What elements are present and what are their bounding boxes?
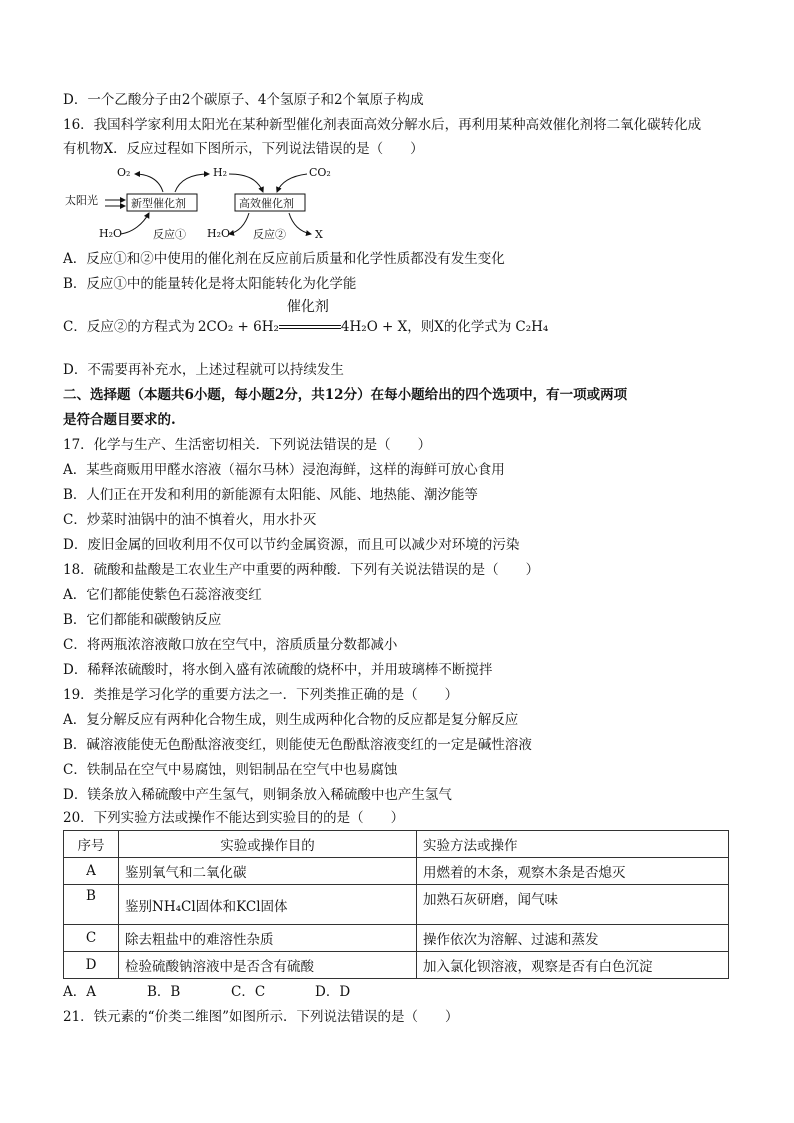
sunlight-label: 太阳光 <box>65 194 98 207</box>
q20-option-d: D．D <box>315 984 351 1000</box>
equation-arrow <box>279 299 341 336</box>
h2o-left-label: H₂O <box>99 227 123 240</box>
q16-stem-line2: 有机物X．反应过程如下图所示，下列说法错误的是（ ） <box>63 141 424 157</box>
kcl-formula: KCl <box>236 898 261 915</box>
q18-option-b: B．它们都能和碳酸钠反应 <box>63 612 222 628</box>
q19-option-a: A．复分解反应有两种化合物生成，则生成两种化合物的反应都是复分解反应 <box>63 712 519 728</box>
q20-table <box>63 830 729 979</box>
q18-option-c: C．将两瓶浓溶液敞口放在空气中，溶质质量分数都减小 <box>63 637 398 653</box>
row-method: 用燃着的木条，观察木条是否熄灭 <box>417 858 729 885</box>
q17-option-c: C．炒菜时油锅中的油不慎着火，用水扑灭 <box>63 512 317 528</box>
q19-option-c: C．铁制品在空气中易腐蚀，则铝制品在空气中也易腐蚀 <box>63 762 398 778</box>
h2-label: H₂ <box>213 166 228 179</box>
q19-option-b: B．碱溶液能使无色酚酞溶液变红，则能使无色酚酞溶液变红的一定是碱性溶液 <box>63 737 532 753</box>
reaction2-label: 反应② <box>253 228 286 241</box>
row-id: A <box>64 858 119 885</box>
equation-rhs: 4H₂O + X <box>340 319 408 335</box>
h2-out-arrow <box>175 174 209 192</box>
q16-option-a: A．反应①和②中使用的催化剂在反应前后质量和化学性质都没有发生变化 <box>63 251 505 267</box>
h2-in-arrow <box>229 174 263 192</box>
row-id: B <box>64 885 119 925</box>
table-header-row <box>64 831 729 858</box>
equation-lhs: 2CO₂ + 6H₂ <box>197 319 279 335</box>
q17-option-b: B．人们正在开发和利用的新能源有太阳能、风能、地热能、潮汐能等 <box>63 487 478 503</box>
catalyst2-label: 高效催化剂 <box>239 197 294 210</box>
q20-option-a: A．A <box>63 984 96 1000</box>
co2-label: CO₂ <box>309 166 331 179</box>
co2-arrow <box>277 174 307 192</box>
section2-heading-line1: 二、选择题（本题共6小题，每小题2分，共12分）在每小题给出的四个选项中，有一项或两项 <box>63 387 628 403</box>
row-method: 加熟石灰研磨，闻气味 <box>417 885 729 925</box>
reaction-diagram <box>63 164 353 244</box>
x-arrow <box>289 213 311 234</box>
q20-options <box>63 983 350 1001</box>
row-goal: 检验硫酸钠溶液中是否含有硫酸 <box>119 952 417 979</box>
catalyst-condition: 催化剂 <box>286 299 329 315</box>
q20-stem: 20．下列实验方法或操作不能达到实验目的的是（ ） <box>63 810 405 826</box>
nh4cl-formula: NH₄Cl <box>152 898 196 915</box>
h2o-in-arrow <box>121 213 149 234</box>
q18-option-a: A．它们都能使紫色石蕊溶液变红 <box>63 587 262 603</box>
section2-heading-line2: 是符合题目要求的. <box>63 412 176 428</box>
q20-option-c: C．C <box>231 984 266 1000</box>
q18-option-d: D．稀释浓硫酸时，将水倒入盛有浓硫酸的烧杯中，并用玻璃棒不断搅拌 <box>63 662 493 678</box>
q21-stem: 21．铁元素的“价类二维图”如图所示．下列说法错误的是（ ） <box>63 1009 459 1025</box>
row-goal: 除去粗盐中的难溶性杂质 <box>119 925 417 952</box>
q16-option-c-prefix: C．反应②的方程式为 <box>63 319 195 335</box>
q15-option-d: D．一个乙酸分子由2个碳原子、4个氢原子和2个氧原子构成 <box>63 92 424 108</box>
header-id: 序号 <box>64 831 119 858</box>
row-goal: 鉴别NH₄Cl固体和KCl固体 <box>119 885 417 925</box>
table-row <box>64 952 729 979</box>
o2-label: O₂ <box>117 166 131 179</box>
x-formula: C₂H₄ <box>515 319 549 335</box>
q18-stem: 18．硫酸和盐酸是工农业生产中重要的两种酸．下列有关说法错误的是（ ） <box>63 562 540 578</box>
q20-option-b: B．B <box>147 984 181 1000</box>
row-id: C <box>64 925 119 952</box>
x-label: X <box>315 228 323 241</box>
h2o-mid-label: H₂O <box>207 227 231 240</box>
q16-option-d: D．不需要再补充水，上述过程就可以持续发生 <box>63 362 344 378</box>
q16-option-b: B．反应①中的能量转化是将太阳能转化为化学能 <box>63 276 357 292</box>
header-goal: 实验或操作目的 <box>119 831 417 858</box>
q17-option-d: D．废旧金属的回收利用不仅可以节约金属资源，而且可以减少对环境的污染 <box>63 537 520 553</box>
reaction1-label: 反应① <box>153 228 186 241</box>
o2-arrow <box>135 174 163 192</box>
row-method: 加入氯化钡溶液，观察是否有白色沉淀 <box>417 952 729 979</box>
row-method: 操作依次为溶解、过滤和蒸发 <box>417 925 729 952</box>
row-id: D <box>64 952 119 979</box>
table-row <box>64 885 729 925</box>
table-row <box>64 858 729 885</box>
q19-stem: 19．类推是学习化学的重要方法之一．下列类推正确的是（ ） <box>63 687 459 703</box>
q17-stem: 17．化学与生产、生活密切相关．下列说法错误的是（ ） <box>63 437 432 453</box>
row-goal: 鉴别氧气和二氧化碳 <box>119 858 417 885</box>
table-row <box>64 925 729 952</box>
q16-stem-line1: 16．我国科学家利用太阳光在某种新型催化剂表面高效分解水后，再利用某种高效催化剂将二氧化碳转化成 <box>63 117 702 133</box>
q16-option-c-mid: ，则X的化学式为 <box>407 319 512 335</box>
q19-option-d: D．镁条放入稀硫酸中产生氢气，则铜条放入稀硫酸中也产生氢气 <box>63 787 452 803</box>
q17-option-a: A．某些商贩用甲醛水溶液（福尔马林）浸泡海鲜，这样的海鲜可放心食用 <box>63 462 505 478</box>
header-method: 实验方法或操作 <box>417 831 729 858</box>
h2o-out-arrow <box>229 213 249 234</box>
catalyst1-label: 新型催化剂 <box>131 197 186 210</box>
q16-option-c <box>63 299 549 336</box>
